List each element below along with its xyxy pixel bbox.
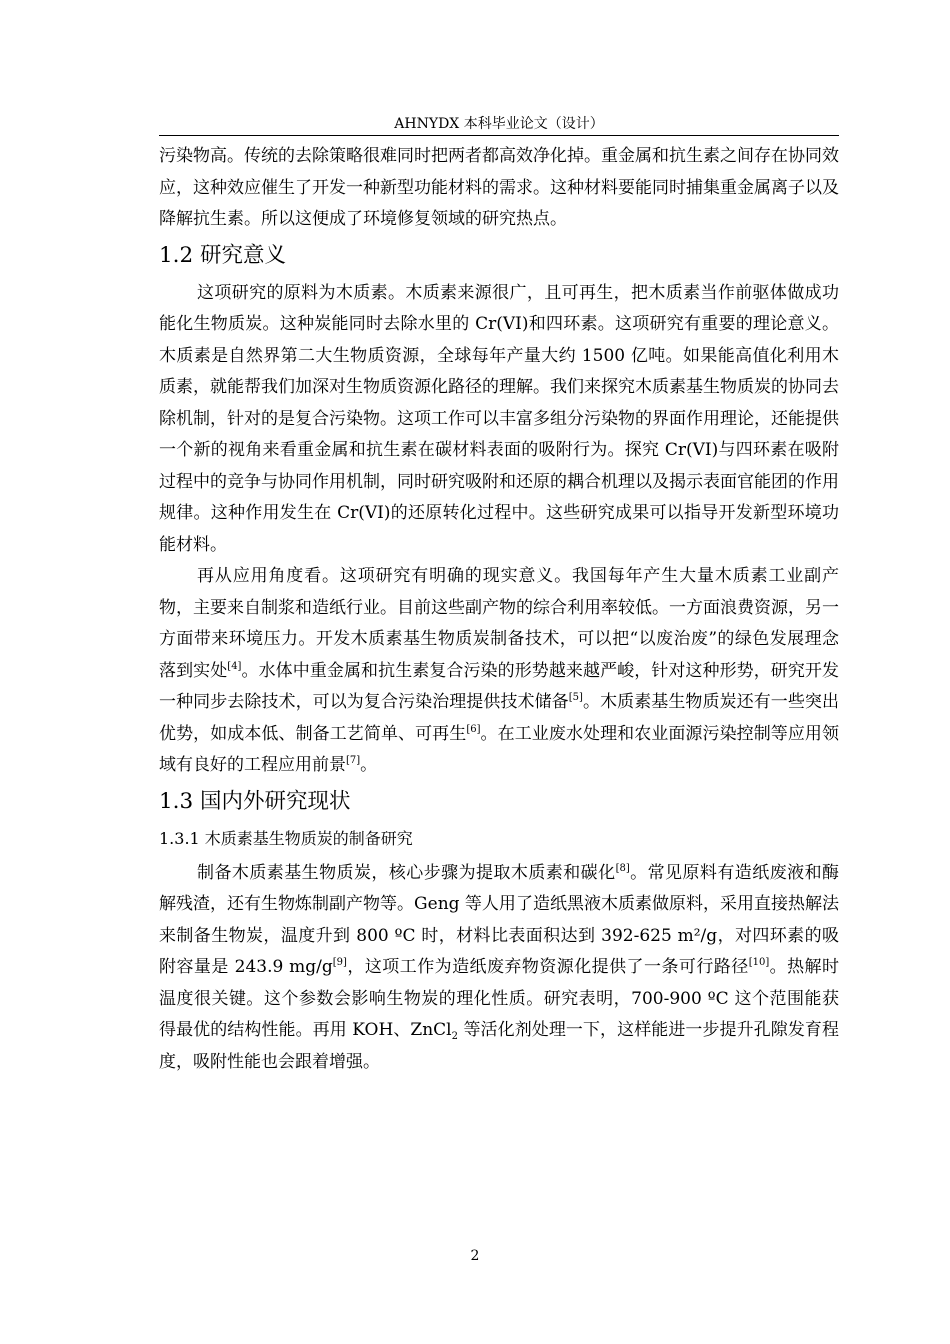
body-paragraph (159, 561, 839, 782)
section-heading-1-3: 1.3 国内外研究现状 (159, 788, 351, 814)
citation-ref: [6] (466, 723, 481, 735)
body-paragraph (159, 858, 839, 1079)
citation-ref: [8] (615, 862, 630, 874)
page-header: AHNYDX 本科毕业论文（设计） (394, 116, 604, 132)
paragraph-text: 制备木质素基生物质炭，核心步骤为提取木质素和碳化 (197, 862, 616, 883)
citation-ref: [7] (346, 755, 361, 766)
paragraph-text: 再从应用角度看。这项研究有明确的现实意义。我国每年产生大量木质素工业副产物，主要来自制浆和造纸行业。目前这些副产物的综合利用率较低。一方面浪费资源，另一方面带来环境压力。开发木质素基生物质炭制备技术，可以把“以废治废”的绿色发展理念落到实处 (159, 566, 839, 681)
paragraph-text: 。木质素基生物质炭还有一些突出优势，如成本低、制备工艺简单、可再生 (159, 692, 840, 744)
paragraph-text: 。 (360, 755, 378, 775)
subsection-heading-1-3-1: 1.3.1 木质素基生物质炭的制备研究 (159, 828, 413, 848)
chemical-subscript: 2 (451, 1031, 458, 1042)
body-paragraph: 这项研究的原料为木质素。木质素来源很广，且可再生，把木质素当作前驱体做成功能化生物质炭。这种炭能同时去除水里的 Cr(VI)和四环素。这项研究有重要的理论意义。木质素是自然界第二大生物质资源，全球每年产量大约 1500 亿吨。如果能高值化利用木质素，就能帮我们加深对生物质资源化路径的理解。我们来探究木质素基生物质炭的协同去除机制，针对的是复合污染物。这项工作可以丰富多组分污染物的界面作用理论，还能提供一个新的视角来看重金属和抗生素在碳材料表面的吸附行为。探究 Cr(VI)与四环素在吸附过程中的竞争与协同作用机制，同时研究吸附和还原的耦合机理以及揭示表面官能团的作用规律。这种作用发生在 Cr(VI)的还原转化过程中。这些研究成果可以指导开发新型环境功能材料。 (159, 282, 839, 555)
paragraph-text: 等活化剂处理一下，这样能进一步提升孔隙发育程度，吸附性能也会跟着增强。 (159, 1020, 839, 1072)
citation-ref: [9] (332, 957, 347, 968)
page-number: 2 (470, 1248, 480, 1264)
paragraph-text: 。热解时温度很关键。这个参数会影响生物炭的理化性质。研究表明，700-900 ºC 这个范围能获得最优的结构性能。再用 KOH、ZnCl (159, 957, 840, 1040)
citation-ref: [5] (568, 692, 583, 703)
body-paragraph: 污染物高。传统的去除策略很难同时把两者都高效净化掉。重金属和抗生素之间存在协同效应，这种效应催生了开发一种新型功能材料的需求。这种材料要能同时捕集重金属离子以及降解抗生素。所以这便成了环境修复领域的研究热点。 (159, 146, 839, 229)
citation-ref: [10] (748, 957, 770, 968)
paragraph-text: 。常见原料有造纸废液和酶解残渣，还有生物炼制副产物等。Geng 等人用了造纸黑液木质素做原料，采用直接热解法来制备生物炭，温度升到 800 ºC 时，材料比表面积达到 392-625 m²/g，对四环素的吸附容量是 243.9 mg/g (159, 862, 840, 977)
citation-ref: [4] (227, 660, 242, 672)
header-divider (159, 135, 839, 136)
page-body (159, 141, 839, 1078)
paragraph-text: ，这项工作为造纸废弃物资源化提供了一条可行路径 (346, 957, 749, 977)
section-heading-1-2: 1.2 研究意义 (159, 242, 287, 268)
paragraph-text: 。在工业废水处理和农业面源污染控制等应用领域有良好的工程应用前景 (159, 723, 840, 775)
paragraph-text: 。水体中重金属和抗生素复合污染的形势越来越严峻，针对这种形势，研究开发一种同步去除技术，可以为复合污染治理提供技术储备 (159, 660, 840, 712)
